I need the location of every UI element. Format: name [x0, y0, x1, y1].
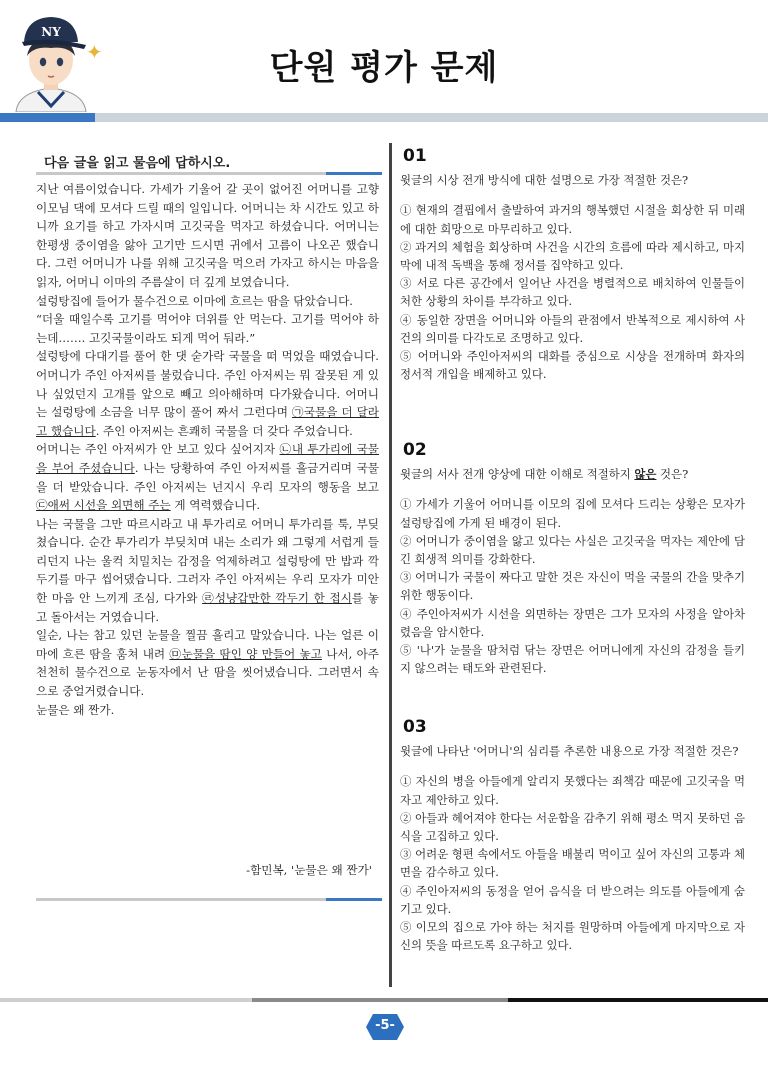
footer-bar — [0, 997, 768, 1003]
page-number-badge — [366, 1014, 404, 1040]
header-bar-accent — [0, 113, 95, 122]
underlined-phrase: ㉡내 투가리에 국물을 부어 주셨습니다 — [36, 442, 379, 475]
negative-emphasis: 않은 — [634, 467, 657, 482]
passage-paragraph: 일순, 나는 참고 있던 눈물을 찔끔 흘리고 말았습니다. 나는 얼른 이마에 흐른 땀을 훔쳐 내려 ㉤눈물을 땀인 양 만들어 놓고 나서, 아주 천천히 물수건으로 눈동자에서 난 땀을 씻어냈습니다. 그러면서 속으로 중얼거렸습니다. — [36, 628, 380, 699]
answer-choice[interactable]: ⑤ '나'가 눈물을 땀처럼 닦는 장면은 어머니에게 자신의 감정을 들키지 않으려는 태도와 관련된다. — [400, 643, 745, 676]
answer-choice[interactable]: ⑤ 어머니와 주인아저씨의 대화를 중심으로 시상을 전개하며 화자의 정서적 개입을 배제하고 있다. — [400, 349, 745, 382]
answer-choice[interactable]: ⑤ 이모의 집으로 가야 하는 처지를 원망하며 아들에게 마지막으로 자신의 뜻을 따르도록 요구하고 있다. — [400, 920, 745, 953]
question-stem: 윗글에 나타난 '어머니'의 심리를 추론한 내용으로 가장 적절한 것은? — [400, 744, 739, 759]
answer-choice[interactable]: ③ 어머니가 국물이 짜다고 말한 것은 자신이 먹을 국물의 간을 맞추기 위한 행동이다. — [400, 570, 745, 603]
sparkle-icon: ✦ — [86, 40, 103, 64]
answer-choice[interactable]: ④ 주인아저씨의 동정을 얻어 음식을 더 받으려는 의도를 아들에게 숨기고 있다. — [400, 883, 745, 916]
passage-paragraph: 눈물은 왜 짠가. — [36, 702, 115, 717]
passage-instruction: 다음 글을 읽고 물음에 답하시오. — [44, 156, 231, 171]
underlined-phrase: ㉠국물을 더 달라고 했습니다 — [36, 405, 379, 438]
passage-source: -함민복, '눈물은 왜 짠가' — [246, 863, 372, 877]
answer-choice[interactable]: ① 가세가 기울어 어머니를 이모의 집에 모셔다 드리는 상황은 모자가 설렁탕집에 가게 된 배경이 된다. — [400, 497, 745, 530]
question-03 — [400, 718, 745, 954]
underlined-phrase: ㉤눈물을 땀인 양 만들어 놓고 — [169, 646, 322, 661]
question-choices — [400, 495, 745, 677]
answer-choice[interactable]: ④ 주인아저씨가 시선을 외면하는 장면은 그가 모자의 사정을 알아차렸음을 암시한다. — [400, 606, 745, 639]
passage-text — [36, 180, 379, 719]
answer-choice[interactable]: ④ 동일한 장면을 어머니와 아들의 관점에서 반복적으로 제시하여 사건의 의미를 다각도로 조명하고 있다. — [400, 312, 745, 345]
answer-choice[interactable]: ② 과거의 체험을 회상하며 사건을 시간의 흐름에 따라 제시하고, 마지막에 내적 독백을 통해 정서를 집약하고 있다. — [400, 239, 745, 273]
underlined-phrase: ㉣성냥갑만한 깍두기 한 접시 — [202, 591, 352, 606]
footer-segment — [508, 998, 768, 1002]
question-01 — [400, 147, 745, 383]
question-stem: 윗글의 서사 전개 양상에 대한 이해로 적절하지 않은 것은? — [400, 467, 689, 482]
passage-paragraph: 나는 국물을 그만 따르시라고 내 투가리로 어머니 투가리를 툭, 부딪쳤습니다. 순간 투가리가 부딪치며 내는 소리가 왜 그렇게 서럽게 들리던지 나는 울컥 치밀치는 감정을 억제하려고 설렁탕에 만 밥과 깍두기를 마구 씹어댔습니다. 그러자 주인 아저씨는 우리 모자가 미안한 마음 안 느끼게 조심, 다가와 ㉣성냥갑만한 깍두기 한 접시를 놓고 돌아서는 거였습니다. — [36, 516, 379, 624]
column-divider — [389, 143, 392, 987]
answer-choice[interactable]: ③ 서로 다른 공간에서 일어난 사건을 병렬적으로 배치하여 인물들이 처한 상황의 차이를 부각하고 있다. — [400, 276, 745, 309]
question-number: 01 — [403, 146, 427, 166]
passage-top-rule-accent — [326, 172, 382, 175]
question-number: 03 — [403, 717, 427, 737]
answer-choice[interactable]: ③ 어려운 형편 속에서도 아들을 배불리 먹이고 싶어 자신의 고통과 체면을 감수하고 있다. — [400, 847, 745, 880]
question-stem: 윗글의 시상 전개 방식에 대한 설명으로 가장 적절한 것은? — [400, 173, 689, 188]
underlined-phrase: ㉢애써 시선을 외면해 주는 — [36, 498, 171, 513]
question-02 — [400, 441, 745, 677]
passage-top-rule — [36, 172, 382, 175]
page-title: 단원 평가 문제 — [269, 48, 499, 88]
svg-text:NY: NY — [41, 25, 61, 39]
answer-choice[interactable]: ② 아들과 헤어져야 한다는 서운함을 감추기 위해 평소 먹지 못하던 음식을 고집하고 있다. — [400, 810, 745, 844]
passage-bottom-rule-accent — [326, 898, 382, 901]
passage-paragraph: 어머니는 주인 아저씨가 안 보고 있다 싶어지자 ㉡내 투가리에 국물을 부어 주셨습니다. 나는 당황하여 주인 아저씨를 흘금거리며 국물을 더 받았습니다. 주인 아저씨는 넌지시 우리 모자의 행동을 보고 ㉢애써 시선을 외면해 주는 게 역력했습니다. — [36, 442, 379, 513]
question-choices — [400, 201, 745, 383]
question-choices — [400, 772, 745, 954]
answer-choice[interactable]: ① 현재의 결핍에서 출발하여 과거의 행복했던 시절을 회상한 뒤 미래에 대한 희망으로 마무리하고 있다. — [400, 203, 745, 236]
passage-paragraph: “더울 때일수록 고기를 먹어야 더위를 안 먹는다. 고기를 먹어야 하는데……. 고깃국물이라도 되게 먹어 둬라.” — [36, 312, 379, 345]
passage-paragraph: 지난 여름이었습니다. 가세가 기울어 갈 곳이 없어진 어머니를 고향 이모님 댁에 모셔다 드릴 때의 일입니다. 어머니는 차 시간도 있고 하니까 요기를 하고 가자시며 고깃국을 먹자고 하셨습니다. 어머니는 한평생 중이염을 앓아 고기만 드시면 귀에서 고름이 나오곤 했습니다. 그런 어머니가 나를 위해 고깃국을 먹으러 가자고 하시는 마음을 읽자, 어머니 이마의 주름살이 더 깊게 보였습니다. — [36, 182, 379, 289]
header-bar — [0, 113, 768, 122]
answer-choice[interactable]: ① 자신의 병을 아들에게 알리지 못했다는 죄책감 때문에 고깃국을 먹자고 제안하고 있다. — [400, 774, 745, 807]
passage-paragraph: 설렁탕집에 들어가 물수건으로 이마에 흐르는 땀을 닦았습니다. — [36, 293, 353, 308]
question-number: 02 — [403, 440, 427, 460]
footer-segment — [0, 998, 252, 1002]
page-number: -5- — [375, 1018, 395, 1033]
passage-bottom-rule — [36, 898, 382, 901]
footer-segment — [252, 998, 508, 1002]
passage-paragraph: 설렁탕에 다대기를 풀어 한 댓 숟가락 국물을 떠 먹었을 때였습니다. 어머니가 주인 아저씨를 불렀습니다. 주인 아저씨는 뭐 잘못된 게 있나 싶었던지 고개를 앞으로 빼고 의아해하며 다가왔습니다. 어머니는 설렁탕에 소금을 너무 많이 풀어 짜서 그런다며 ㉠국물을 더 달라고 했습니다. 주인 아저씨는 흔쾌히 국물을 더 갖다 주었습니다. — [36, 349, 379, 438]
answer-choice[interactable]: ② 어머니가 중이염을 앓고 있다는 사실은 고깃국을 먹자는 제안에 담긴 희생적 의미를 강화한다. — [400, 533, 745, 567]
